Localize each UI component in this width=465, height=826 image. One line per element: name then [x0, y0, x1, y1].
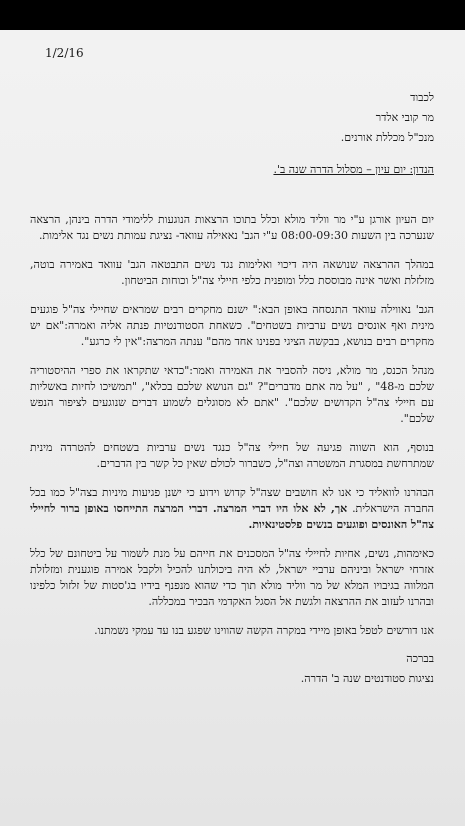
- clarification-bold-text: אך, לא אלו היו דברי המרצה. דברי המרצה התייחסו באופן ברור לחיילי צה"ל האונסים ופוגעים בנשים פלסטינאיות.: [30, 502, 434, 531]
- letter-body: [30, 90, 434, 691]
- closing-block: [30, 651, 434, 691]
- paragraph-event-description: יום העיון אורגן ע"י מר ווליד מולא וכלל בתוכו הרצאות הנוגעות ללימודי הדרה בינהן, הרצאה שנערכה בין השעות 08:00-09:30 ע"י הגב' נאאילה עוואד- נציגת עמותת נשים נגד אלימות.: [30, 213, 434, 242]
- paragraph-manager-response: מנהל הכנס, מר מולא, ניסה להסביר את האמירה ואמר:"כדאי שתקראו את ספרי ההיסטוריה שלכם מ-48" , "על מה אתם מדברים"? "גם הנושא שלכם בכלא", "תמשיכו לחיות באשליות עם חיילי צה"ל הקדושים שלכם". "אתם לא מסוגלים לשמוע דברים שנוגעים לציפור הנפש שלכם".: [30, 364, 434, 425]
- paragraph-clarification: [30, 485, 434, 533]
- clarification-regular-text: הבהרנו לוואליד כי אנו לא חושבים שצה"ל קדוש וידוע כי ישנן פגיעות מיניות בצה"ל כמו בכל החברה הישראלית.: [30, 486, 434, 515]
- paragraph-walkout: כאימהות, נשים, אחיות לחיילי צה"ל המסכנים את חייהם על מנת לשמור על ביטחונם של כלל אזרחי ישראל וביניהם ערביי ישראל, לא היה ביכולתנו להכיל ולקבל אמירה פוגענית ומזלזלת המלווה בגיבויו המלא של מר ווליד מולא תוך כדי שהוא מנפנף בידיו בג'סטות של זלזול כלפינו ובהרנו לעזוב את ההרצאה ולגשת אל הסגל האקדמי הבכיר במכללה.: [30, 547, 434, 608]
- paragraph-comparison: בנוסף, הוא השווה פגיעה של חיילי צה"ל כנגד נשים ערביות בשטחים להטרדה מינית שמתרחשת במסגרת המשטרה וצה"ל, כשברור לכולם שאין כל קשר בין הדברים.: [30, 441, 434, 470]
- recipient-salutation: לכבוד: [410, 91, 434, 104]
- recipient-block: [30, 90, 434, 150]
- letter-page: [0, 30, 465, 826]
- top-black-bar: [0, 0, 465, 30]
- closing-regards: בברכה: [406, 652, 434, 665]
- paragraph-lecture-statement: במהלך ההרצאה שנושאה היה דיכוי ואלימות נגד נשים התבטאה הגב' עוואד באמירה בוטה, מזלזלת ואשר אינה מבוססת כלל ומופנית כלפי חיילי צה"ל וכוחות הביטחון.: [30, 258, 434, 287]
- recipient-title: מנכ"ל מכללת אורנים.: [340, 131, 434, 144]
- letter-subject: הנדון: יום עיון – מסלול הדרה שנה ב'.: [273, 163, 434, 176]
- closing-signature: נציגות סטודנטים שנה ב' הדרה.: [300, 672, 434, 685]
- paragraph-demand: אנו דורשים לטפל באופן מיידי במקרה הקשה שהווינו שפגע בנו עד עמקי נשמתנו.: [94, 624, 434, 637]
- paragraph-lecturer-quote: הגב' נאווילה עוואד התנסחה באופן הבא:" ישנם מחקרים רבים שמראים שחיילי צה"ל פוגעים מינית ואף אונסים נשים ערביות בשטחים". כשאחת הסטודנטיות פנתה אליה ואמרה:"אם יש מחקרים רבים בנושא, בבקשה הציגי בפנינו אחד מהם" ענתה המרצה:"אין לי כרגע".: [30, 303, 434, 348]
- recipient-name: מר קובי אלדר: [375, 111, 434, 124]
- letter-date: 1/2/16: [45, 46, 84, 60]
